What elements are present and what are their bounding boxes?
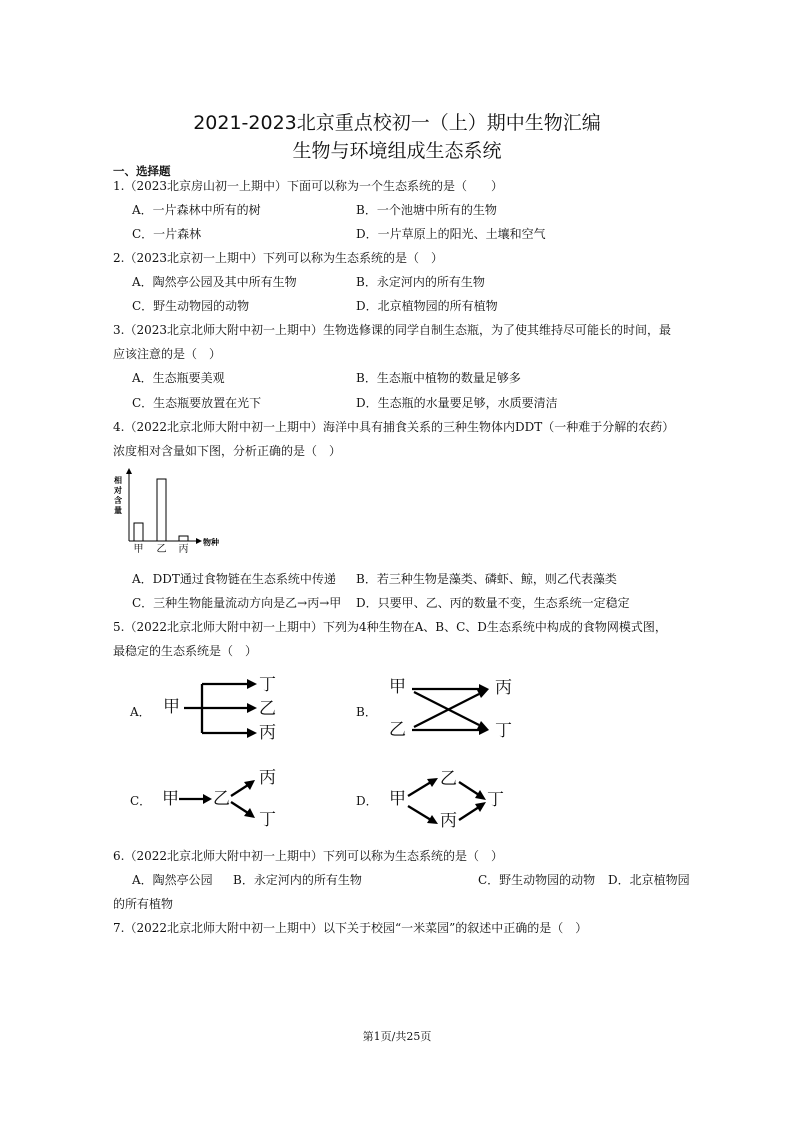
web-d-node-jia: 甲 <box>389 789 406 809</box>
web-a-arrowhead-bing <box>247 728 257 738</box>
bar-1 <box>134 523 143 541</box>
web-b-arrowhead-ding-d <box>477 721 489 730</box>
q6-option-c: C．野生动物园的动物 <box>478 873 596 887</box>
question-3-stem-cont: 应该注意的是（ ） <box>113 347 222 361</box>
question-2-stem: 2.（2023北京初一上期中）下列可以称为生态系统的是（ ） <box>113 251 443 265</box>
web-c-node-jia: 甲 <box>162 789 179 809</box>
web-a-arrows <box>180 670 270 745</box>
tick-label-2: 乙 <box>156 544 167 555</box>
web-c-arrowhead-bing <box>244 780 255 790</box>
q2-option-a: A．陶然亭公园及其中所有生物 <box>132 275 297 289</box>
web-d-line-yi-ding <box>459 782 479 795</box>
question-4-stem: 4.（2022北京北师大附中初一上期中）海洋中具有捕食关系的三种生物体内DDT（一种难于分解的农药） <box>113 420 675 434</box>
web-b-arrows <box>400 672 500 747</box>
web-a-arrowhead-yi <box>247 703 257 713</box>
web-c-node-bing: 丙 <box>259 768 276 788</box>
web-d-node-ding: 丁 <box>487 790 504 810</box>
q6-option-d-cont: 的所有植物 <box>113 897 174 911</box>
q4-option-c: C．三种生物能量流动方向是乙→丙→甲 <box>132 596 342 610</box>
question-4-stem-cont: 浓度相对含量如下图，分析正确的是（ ） <box>113 444 342 458</box>
q2-option-d: D．北京植物园的所有植物 <box>356 299 498 313</box>
tick-label-3: 丙 <box>178 544 189 555</box>
question-1-stem: 1.（2023北京房山初一上期中）下面可以称为一个生态系统的是（ ） <box>113 179 503 193</box>
question-5-stem-cont: 最稳定的生态系统是（ ） <box>113 644 258 658</box>
bar-3 <box>179 536 188 541</box>
q6-option-b: B．永定河内的所有生物 <box>233 873 362 887</box>
q1-option-b: B．一个池塘中所有的生物 <box>356 203 497 217</box>
web-c-arrowhead-yi <box>203 794 212 804</box>
web-a-node-bing: 丙 <box>259 723 276 743</box>
web-a-node-ding: 丁 <box>259 675 276 695</box>
q4-option-b: B．若三种生物是藻类、磷虾、鲸，则乙代表藻类 <box>356 572 617 586</box>
web-a-label: A． <box>130 705 151 719</box>
q2-option-b: B．永定河内的所有生物 <box>356 275 485 289</box>
page-number: 第1页/共25页 <box>362 1030 432 1043</box>
q4-option-d: D．只要甲、乙、丙的数量不变，生态系统一定稳定 <box>356 596 630 610</box>
web-c-arrowhead-ding <box>244 808 255 818</box>
web-d-line-jia-bing <box>408 806 431 820</box>
web-d-arrowhead-ding-bottom <box>475 802 486 812</box>
q6-option-d: D．北京植物园 <box>608 873 690 887</box>
q1-option-d: D．一片草原上的阳光、土壤和空气 <box>356 227 546 241</box>
question-5-stem: 5.（2022北京北师大附中初一上期中）下列为4种生物在A、B、C、D生态系统中构成的食物网模式图， <box>113 620 667 634</box>
web-c-node-yi: 乙 <box>213 789 230 809</box>
web-a-arrowhead-ding <box>247 679 257 689</box>
web-b-line-jia-ding <box>414 692 479 725</box>
chart-y-arrowhead <box>126 468 132 474</box>
web-b-node-yi: 乙 <box>389 720 406 740</box>
web-b-node-jia: 甲 <box>389 677 406 697</box>
ddt-bar-chart <box>112 468 232 558</box>
web-b-node-bing: 丙 <box>495 678 512 698</box>
tick-label-1: 甲 <box>133 544 144 555</box>
q3-option-c: C．生态瓶要放置在光下 <box>132 396 262 410</box>
chart-ylabel-char: 含 <box>114 495 122 505</box>
web-c-line-yi-bing <box>231 785 248 796</box>
web-d-label: D． <box>356 794 378 808</box>
web-c-label: C． <box>130 794 152 808</box>
web-d-line-bing-ding <box>459 807 479 820</box>
page-title: 2021-2023北京重点校初一（上）期中生物汇编 <box>193 112 601 134</box>
q3-option-b: B．生态瓶中植物的数量足够多 <box>356 371 521 385</box>
page-subtitle: 生物与环境组成生态系统 <box>292 140 502 162</box>
question-6-stem: 6.（2022北京北师大附中初一上期中）下列可以称为生态系统的是（ ） <box>113 849 503 863</box>
web-b-arrowhead-bing-d <box>477 689 489 698</box>
q3-option-a: A．生态瓶要美观 <box>132 371 225 385</box>
chart-xlabel: 物种 <box>203 537 219 547</box>
web-c-arrows <box>176 768 266 833</box>
web-d-line-jia-yi <box>408 782 431 796</box>
web-b-node-ding: 丁 <box>495 721 512 741</box>
q1-option-a: A．一片森林中所有的树 <box>132 203 261 217</box>
q6-option-a: A．陶然亭公园 <box>132 873 213 887</box>
web-d-node-bing: 丙 <box>440 811 457 831</box>
q1-option-c: C．一片森林 <box>132 227 202 241</box>
web-b-line-yi-bing <box>414 694 479 727</box>
web-d-arrows <box>405 770 495 835</box>
chart-ylabel-char: 对 <box>114 485 122 495</box>
web-a-node-jia: 甲 <box>163 697 180 717</box>
web-d-node-yi: 乙 <box>440 769 457 789</box>
chart-x-arrowhead <box>196 538 202 544</box>
web-c-node-ding: 丁 <box>259 810 276 830</box>
chart-ylabel-char: 量 <box>114 505 122 515</box>
bar-2 <box>157 479 166 541</box>
web-c-line-yi-ding <box>231 802 248 813</box>
question-7-stem: 7.（2022北京北师大附中初一上期中）以下关于校园“一米菜园”的叙述中正确的是（ ） <box>113 921 588 935</box>
q4-option-a: A．DDT通过食物链在生态系统中传递 <box>132 572 336 586</box>
chart-ylabel <box>113 475 122 515</box>
web-d-arrowhead-ding-top <box>475 790 486 800</box>
question-3-stem: 3.（2023北京北师大附中初一上期中）生物选修课的同学自制生态瓶，为了使其维持尽可能长的时间，最 <box>113 323 671 337</box>
section-heading: 一、选择题 <box>113 164 171 178</box>
q2-option-c: C．野生动物园的动物 <box>132 299 250 313</box>
web-a-node-yi: 乙 <box>259 699 276 719</box>
web-b-label: B． <box>356 705 377 719</box>
q3-option-d: D．生态瓶的水量要足够，水质要清洁 <box>356 396 558 410</box>
chart-ylabel-char: 相 <box>114 475 122 485</box>
